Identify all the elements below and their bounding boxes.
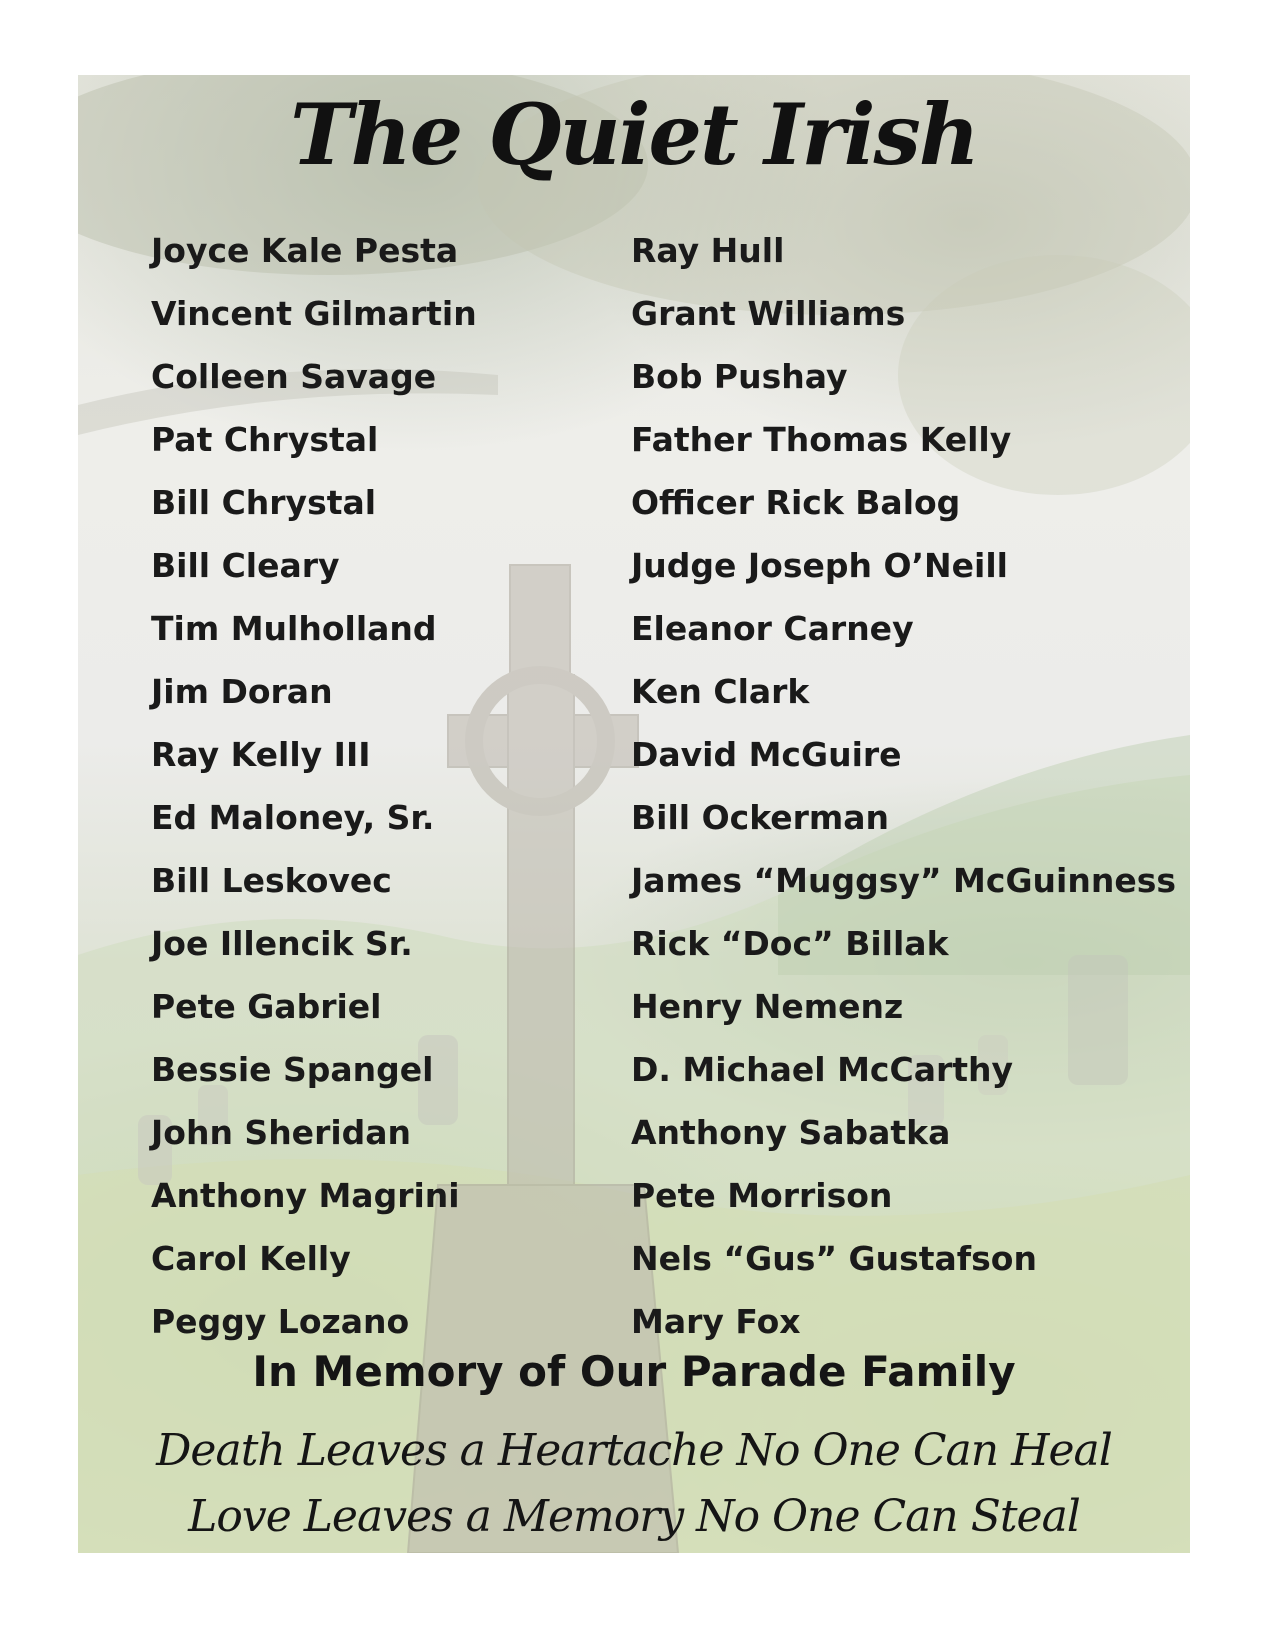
name-item: Ken Clark [631, 672, 810, 711]
name-item: John Sheridan [151, 1113, 412, 1152]
name-item: Anthony Magrini [151, 1176, 460, 1215]
name-item: Officer Rick Balog [631, 483, 961, 522]
name-item: Bill Ockerman [631, 798, 890, 837]
name-item: Judge Joseph O’Neill [631, 546, 1008, 585]
name-item: Bill Leskovec [151, 861, 392, 900]
name-item: Peggy Lozano [151, 1302, 410, 1341]
name-item: Joe Illencik Sr. [151, 924, 413, 963]
name-item: Pete Morrison [631, 1176, 893, 1215]
name-item: Anthony Sabatka [631, 1113, 951, 1152]
name-item: Ray Hull [631, 231, 785, 270]
name-item: Vincent Gilmartin [151, 294, 477, 333]
name-item: Henry Nemenz [631, 987, 904, 1026]
names-column-left [151, 219, 477, 1353]
name-item: Rick “Doc” Billak [631, 924, 949, 963]
name-item: Tim Mulholland [151, 609, 437, 648]
verse-line-2: Love Leaves a Memory No One Can Steal [188, 1491, 1080, 1542]
name-item: Jim Doran [151, 672, 333, 711]
name-item: D. Michael McCarthy [631, 1050, 1014, 1089]
name-item: Bill Cleary [151, 546, 340, 585]
name-item: Joyce Kale Pesta [151, 231, 459, 270]
verse-line-1: Death Leaves a Heartache No One Can Heal [156, 1425, 1112, 1476]
name-item: David McGuire [631, 735, 902, 774]
name-item: James “Muggsy” McGuinness [631, 861, 1176, 900]
page-title: The Quiet Irish [290, 85, 978, 184]
name-item: Carol Kelly [151, 1239, 351, 1278]
name-item: Ed Maloney, Sr. [151, 798, 435, 837]
name-item: Grant Williams [631, 294, 906, 333]
name-item: Bessie Spangel [151, 1050, 434, 1089]
name-item: Mary Fox [631, 1302, 801, 1341]
name-item: Ray Kelly III [151, 735, 371, 774]
name-item: Bill Chrystal [151, 483, 377, 522]
memorial-heading: In Memory of Our Parade Family [252, 1347, 1016, 1396]
name-item: Nels “Gus” Gustafson [631, 1239, 1037, 1278]
name-item: Eleanor Carney [631, 609, 914, 648]
name-item: Colleen Savage [151, 357, 437, 396]
name-item: Father Thomas Kelly [631, 420, 1012, 459]
name-item: Pat Chrystal [151, 420, 379, 459]
memorial-panel [78, 75, 1190, 1553]
name-item: Pete Gabriel [151, 987, 382, 1026]
name-item: Bob Pushay [631, 357, 848, 396]
names-column-right [631, 219, 1176, 1353]
